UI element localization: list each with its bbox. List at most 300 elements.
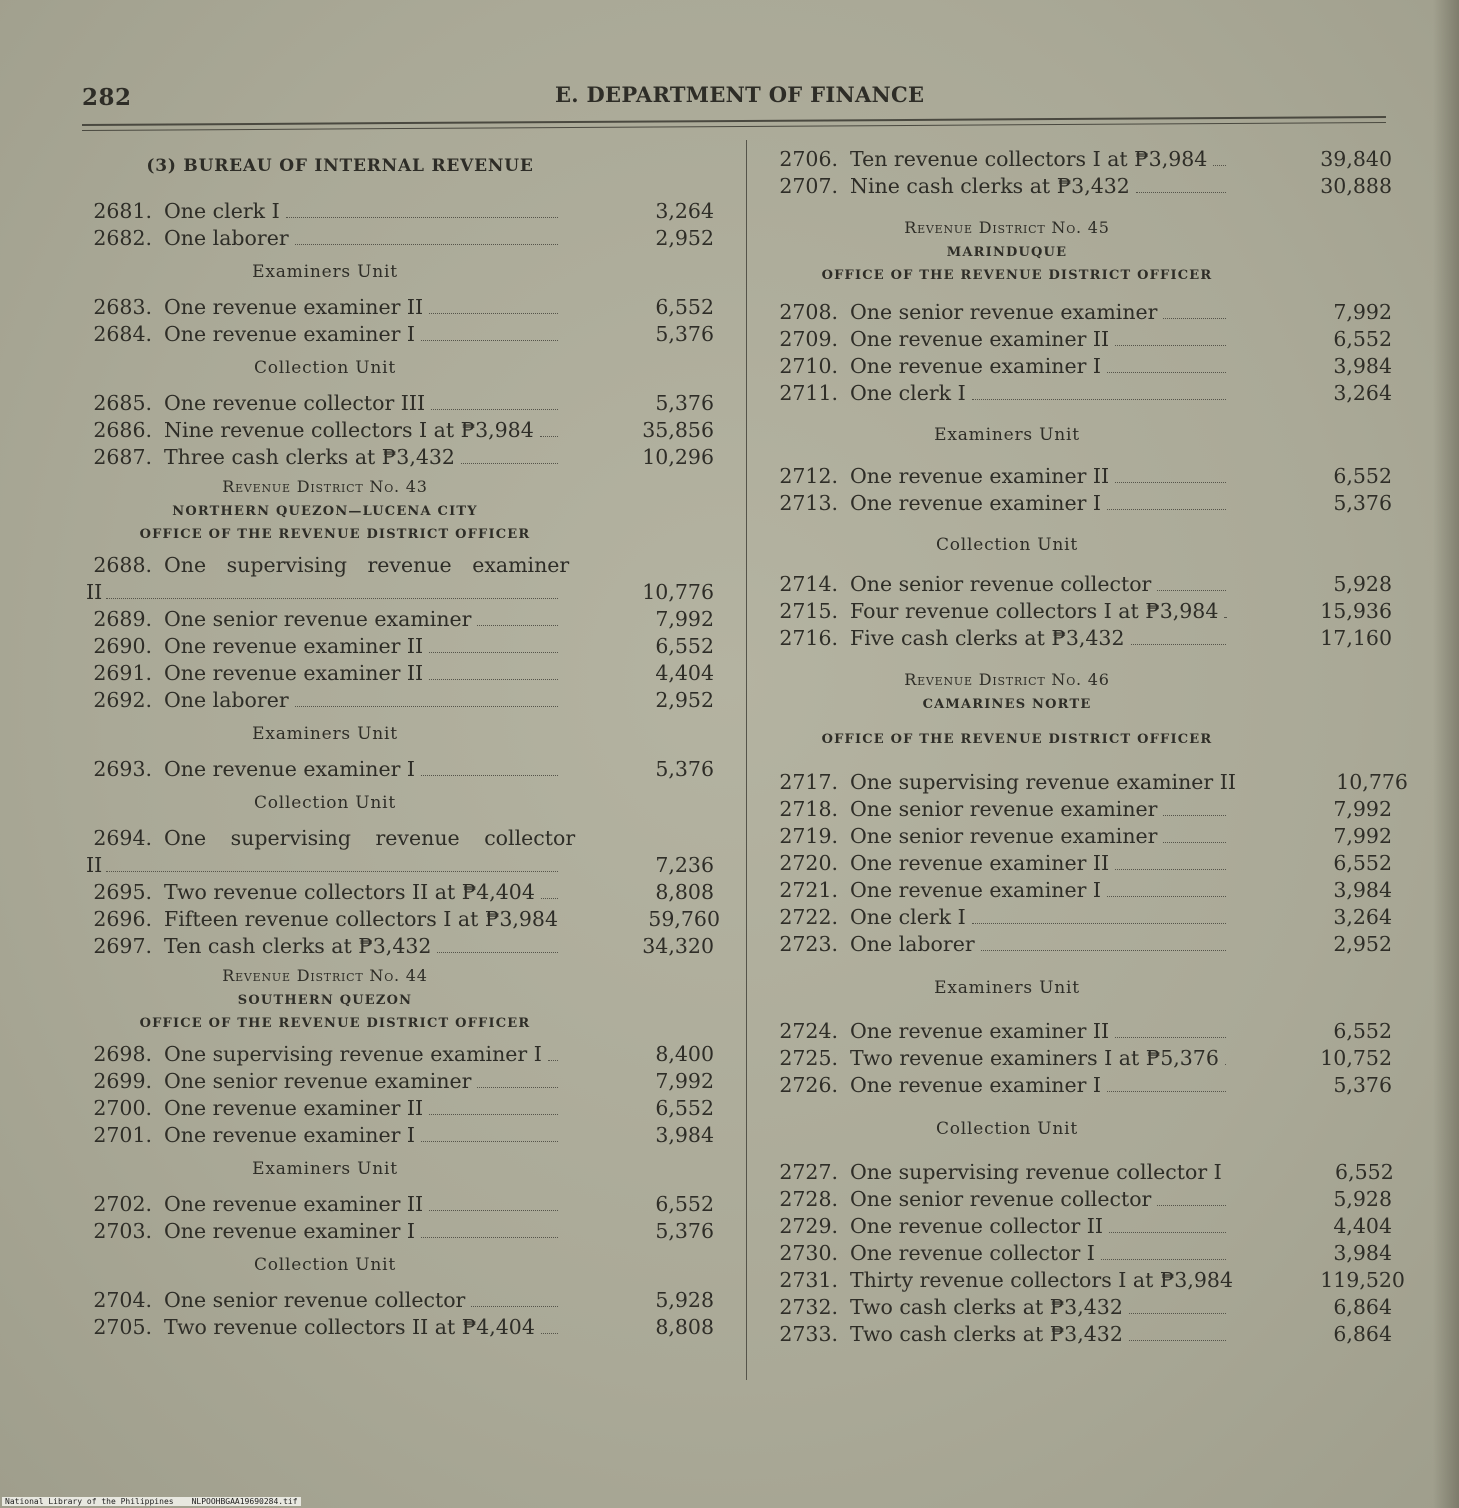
district-place: SOUTHERN QUEZON (237, 993, 413, 1008)
item-text: One revenue examiner I (850, 354, 1102, 378)
item-amount: 7,992 (1333, 797, 1392, 821)
item-number: 2688. (93, 553, 152, 577)
item-number: 2718. (779, 797, 838, 821)
line-item (772, 904, 1392, 931)
item-text: Nine cash clerks at ₱3,432 (850, 174, 1130, 198)
unit-heading: Examiners Unit (934, 978, 1080, 998)
item-number: 2702. (93, 1192, 152, 1216)
line-item (86, 1041, 714, 1068)
item-amount: 8,808 (655, 1315, 714, 1339)
leader-dots (421, 1236, 558, 1238)
item-group (86, 756, 714, 783)
leader-dots (1101, 1258, 1226, 1260)
line-item (772, 823, 1392, 850)
item-text-cont: II (86, 853, 103, 877)
line-item (772, 931, 1392, 958)
line-item (772, 1213, 1392, 1240)
leader-dots (106, 870, 558, 872)
item-number: 2684. (93, 322, 152, 346)
item-amount: 5,376 (1333, 1073, 1392, 1097)
item-amount: 7,992 (1333, 300, 1392, 324)
item-number: 2726. (779, 1073, 838, 1097)
leader-dots (1109, 1231, 1226, 1233)
item-amount: 5,928 (655, 1288, 714, 1312)
line-item (772, 769, 1408, 796)
leader-dots (1163, 841, 1226, 843)
item-number: 2711. (779, 381, 838, 405)
unit-heading: Collection Unit (253, 358, 397, 378)
item-number: 2707. (779, 174, 838, 198)
line-item (86, 444, 714, 471)
item-amount: 6,552 (1333, 464, 1392, 488)
line-item (772, 146, 1392, 173)
item-number: 2690. (93, 634, 152, 658)
unit-heading: Collection Unit (253, 793, 397, 813)
item-amount: 10,776 (1336, 770, 1408, 794)
leader-dots (431, 408, 558, 410)
item-number: 2712. (779, 464, 838, 488)
item-amount: 2,952 (655, 226, 714, 250)
item-number: 2687. (93, 445, 152, 469)
line-item (86, 417, 714, 444)
line-item (772, 326, 1392, 353)
item-text: One senior revenue collector (850, 572, 1152, 596)
item-amount: 6,552 (655, 295, 714, 319)
item-text: Two cash clerks at ₱3,432 (850, 1322, 1123, 1346)
item-amount: 7,236 (655, 853, 714, 877)
leader-dots (1157, 589, 1226, 591)
item-amount: 4,404 (655, 661, 714, 685)
item-number: 2686. (93, 418, 152, 442)
item-text: Fifteen revenue collectors I at ₱3,984 (164, 907, 559, 931)
item-amount: 3,264 (1333, 381, 1392, 405)
line-item (86, 933, 714, 960)
item-group (86, 294, 714, 348)
item-text: Four revenue collectors I at ₱3,984 (850, 599, 1219, 623)
line-item (86, 906, 721, 933)
leader-dots (1115, 344, 1226, 346)
item-number: 2703. (93, 1219, 152, 1243)
item-number: 2730. (779, 1241, 838, 1265)
district-office: OFFICE OF THE REVENUE DISTRICT OFFICER (821, 268, 1213, 283)
item-amount: 6,552 (1333, 327, 1392, 351)
item-number: 2694. (93, 826, 152, 850)
item-text: Five cash clerks at ₱3,432 (850, 626, 1125, 650)
item-number: 2728. (779, 1187, 838, 1211)
leader-dots (1129, 1312, 1226, 1314)
item-text: One laborer (850, 932, 975, 956)
item-amount: 10,296 (642, 445, 714, 469)
line-item (772, 1072, 1392, 1099)
item-text: One revenue collector II (850, 1214, 1103, 1238)
line-item (86, 606, 714, 633)
footer-file: NLPOOHBGAA19690284.tif (191, 1497, 298, 1506)
item-amount: 119,520 (1320, 1268, 1405, 1292)
item-amount: 30,888 (1320, 174, 1392, 198)
leader-dots (429, 1209, 558, 1211)
item-text: One revenue examiner II (850, 1019, 1110, 1043)
item-group (86, 1191, 714, 1245)
item-amount: 3,984 (1333, 354, 1392, 378)
item-text: One revenue examiner I (850, 491, 1102, 515)
item-text: One revenue examiner I (850, 878, 1102, 902)
line-item (772, 1045, 1392, 1072)
leader-dots (548, 1059, 558, 1061)
item-text: One revenue examiner II (850, 464, 1110, 488)
item-text: Two cash clerks at ₱3,432 (850, 1295, 1123, 1319)
line-item (772, 490, 1392, 517)
item-text: One revenue examiner I (164, 1219, 416, 1243)
item-text-cont: II (86, 580, 103, 604)
item-amount: 3,984 (655, 1123, 714, 1147)
district-place: CAMARINES NORTE (922, 697, 1092, 712)
item-number: 2706. (779, 147, 838, 171)
item-text: One revenue examiner I (164, 322, 416, 346)
item-number: 2695. (93, 880, 152, 904)
item-amount: 17,160 (1320, 626, 1392, 650)
item-group (772, 769, 1408, 958)
line-item (86, 1191, 714, 1218)
line-item (86, 879, 714, 906)
running-head: E. DEPARTMENT OF FINANCE (555, 82, 925, 107)
item-amount: 3,264 (1333, 905, 1392, 929)
item-amount: 3,984 (1333, 878, 1392, 902)
line-item (772, 173, 1392, 200)
item-number: 2723. (779, 932, 838, 956)
line-item (86, 321, 714, 348)
line-item (86, 390, 714, 417)
item-number: 2709. (779, 327, 838, 351)
line-item (86, 294, 714, 321)
leader-dots (541, 1332, 558, 1334)
item-amount: 7,992 (655, 1069, 714, 1093)
leader-dots (981, 949, 1226, 951)
item-text: Ten revenue collectors I at ₱3,984 (850, 147, 1208, 171)
item-amount: 6,552 (655, 1192, 714, 1216)
item-text: Three cash clerks at ₱3,432 (164, 445, 455, 469)
item-amount: 10,776 (642, 580, 714, 604)
item-text: One revenue examiner II (164, 661, 424, 685)
line-item (86, 552, 714, 606)
item-text: One revenue examiner II (164, 634, 424, 658)
leader-dots (421, 1140, 558, 1142)
item-text: One senior revenue examiner (850, 300, 1158, 324)
line-item (772, 796, 1392, 823)
item-text: One senior revenue examiner (850, 824, 1158, 848)
item-amount: 6,864 (1333, 1295, 1392, 1319)
line-item (772, 1240, 1392, 1267)
line-item (86, 1095, 714, 1122)
leader-dots (477, 1086, 558, 1088)
line-item (86, 1314, 714, 1341)
item-amount: 8,400 (655, 1042, 714, 1066)
item-text: Two revenue collectors II at ₱4,404 (164, 1315, 535, 1339)
right-column (772, 146, 1408, 1348)
item-text: One senior revenue collector (850, 1187, 1152, 1211)
leader-dots (1163, 317, 1226, 319)
line-item (772, 877, 1392, 904)
leader-dots (972, 398, 1226, 400)
line-item (86, 198, 714, 225)
leader-dots (429, 312, 558, 314)
unit-heading: Examiners Unit (934, 425, 1080, 445)
district-heading: Revenue District No. 46 (904, 670, 1110, 689)
item-text: Ten cash clerks at ₱3,432 (164, 934, 432, 958)
item-text: Nine revenue collectors I at ₱3,984 (164, 418, 534, 442)
leader-dots (429, 1113, 558, 1115)
item-amount: 5,376 (655, 391, 714, 415)
leader-dots (1107, 508, 1226, 510)
leader-dots (421, 774, 558, 776)
leader-dots (1213, 164, 1226, 166)
unit-heading: Collection Unit (935, 1119, 1079, 1139)
item-amount: 3,264 (655, 199, 714, 223)
item-text: One clerk I (850, 381, 966, 405)
unit-heading: Collection Unit (935, 535, 1079, 555)
line-item (772, 1321, 1392, 1348)
item-number: 2713. (779, 491, 838, 515)
item-group (86, 198, 714, 252)
item-number: 2721. (779, 878, 838, 902)
item-group (772, 1018, 1392, 1099)
item-number: 2716. (779, 626, 838, 650)
line-item (86, 225, 714, 252)
item-text: One revenue examiner II (850, 851, 1110, 875)
item-group (772, 146, 1392, 200)
leader-dots (106, 597, 558, 599)
line-item (772, 598, 1392, 625)
item-number: 2710. (779, 354, 838, 378)
item-text: One laborer (164, 688, 289, 712)
item-number: 2683. (93, 295, 152, 319)
leader-dots (1107, 371, 1226, 373)
item-number: 2689. (93, 607, 152, 631)
item-text: One clerk I (164, 199, 280, 223)
leader-dots (437, 951, 558, 953)
item-number: 2720. (779, 851, 838, 875)
item-amount: 10,752 (1320, 1046, 1392, 1070)
item-amount: 39,840 (1320, 147, 1392, 171)
item-amount: 3,984 (1333, 1241, 1392, 1265)
item-text: One laborer (164, 226, 289, 250)
line-item (772, 353, 1392, 380)
leader-dots (1136, 191, 1226, 193)
leader-dots (540, 435, 558, 437)
line-item (86, 660, 714, 687)
item-amount: 8,808 (655, 880, 714, 904)
item-amount: 4,404 (1333, 1214, 1392, 1238)
item-text: One revenue collector I (850, 1241, 1095, 1265)
item-text: Thirty revenue collectors I at ₱3,984 (850, 1268, 1233, 1292)
unit-heading: Collection Unit (253, 1255, 397, 1275)
line-item (86, 1068, 714, 1095)
item-amount: 5,376 (655, 757, 714, 781)
line-item (86, 1218, 714, 1245)
item-amount: 6,552 (1333, 851, 1392, 875)
item-text: One clerk I (850, 905, 966, 929)
item-text: One senior revenue examiner (164, 607, 472, 631)
item-text: Two revenue examiners I at ₱5,376 (850, 1046, 1219, 1070)
item-amount: 5,376 (655, 1219, 714, 1243)
scan-footer (2, 1497, 301, 1506)
column-divider (746, 140, 747, 1380)
item-number: 2732. (779, 1295, 838, 1319)
item-number: 2704. (93, 1288, 152, 1312)
item-number: 2729. (779, 1214, 838, 1238)
leader-dots (1225, 1063, 1226, 1065)
item-group (86, 606, 714, 714)
item-amount: 5,928 (1333, 572, 1392, 596)
item-number: 2700. (93, 1096, 152, 1120)
item-text: One revenue collector III (164, 391, 426, 415)
leader-dots (461, 462, 558, 464)
page-number: 282 (82, 84, 132, 111)
item-amount: 2,952 (1333, 932, 1392, 956)
leader-dots (1115, 1036, 1226, 1038)
district-place: NORTHERN QUEZON—LUCENA CITY (172, 504, 478, 519)
item-number: 2685. (93, 391, 152, 415)
item-group (772, 299, 1392, 407)
item-text: One supervising revenue collector (164, 826, 576, 850)
item-text: One revenue examiner I (164, 757, 416, 781)
item-number: 2731. (779, 1268, 838, 1292)
item-number: 2724. (779, 1019, 838, 1043)
item-number: 2692. (93, 688, 152, 712)
item-number: 2699. (93, 1069, 152, 1093)
leader-dots (1224, 616, 1226, 618)
item-text: One revenue examiner II (850, 327, 1110, 351)
leader-dots (471, 1305, 558, 1307)
line-item (86, 825, 714, 879)
line-item (86, 687, 714, 714)
district-office: OFFICE OF THE REVENUE DISTRICT OFFICER (821, 732, 1213, 747)
footer-library: National Library of the Philippines (5, 1497, 174, 1506)
item-number: 2733. (779, 1322, 838, 1346)
item-amount: 6,552 (655, 634, 714, 658)
line-item (86, 1122, 714, 1149)
item-number: 2681. (93, 199, 152, 223)
item-amount: 6,552 (1333, 1019, 1392, 1043)
line-item (772, 380, 1392, 407)
item-group (772, 1159, 1405, 1348)
item-amount: 35,856 (642, 418, 714, 442)
item-text: Two revenue collectors II at ₱4,404 (164, 880, 535, 904)
item-number: 2701. (93, 1123, 152, 1147)
line-item (772, 625, 1392, 652)
leader-dots (1107, 1090, 1226, 1092)
item-text: One revenue examiner II (164, 1096, 424, 1120)
page-edge-shadow (1433, 0, 1459, 1508)
leader-dots (1157, 1204, 1226, 1206)
district-place: MARINDUQUE (946, 245, 1068, 260)
item-text: One supervising revenue examiner I (164, 1042, 542, 1066)
leader-dots (477, 624, 558, 626)
item-number: 2725. (779, 1046, 838, 1070)
item-text: One revenue examiner I (164, 1123, 416, 1147)
item-text: One supervising revenue examiner II (850, 770, 1236, 794)
item-amount: 5,928 (1333, 1187, 1392, 1211)
leader-dots (1131, 643, 1226, 645)
item-amount: 6,864 (1333, 1322, 1392, 1346)
item-text: One revenue examiner II (164, 295, 424, 319)
item-amount: 5,376 (655, 322, 714, 346)
district-office: OFFICE OF THE REVENUE DISTRICT OFFICER (139, 527, 531, 542)
item-group (772, 463, 1392, 517)
leader-dots (972, 922, 1226, 924)
item-amount: 6,552 (655, 1096, 714, 1120)
item-number: 2715. (779, 599, 838, 623)
line-item (772, 1018, 1392, 1045)
item-group (772, 571, 1392, 652)
line-item (86, 1287, 714, 1314)
unit-heading: Examiners Unit (252, 1159, 398, 1179)
item-amount: 2,952 (655, 688, 714, 712)
item-number: 2705. (93, 1315, 152, 1339)
leader-dots (429, 678, 558, 680)
leader-dots (541, 897, 558, 899)
item-text: One senior revenue examiner (164, 1069, 472, 1093)
item-group (86, 1041, 714, 1149)
item-number: 2727. (779, 1160, 838, 1184)
leader-dots (429, 651, 558, 653)
unit-heading: Examiners Unit (252, 262, 398, 282)
item-number: 2691. (93, 661, 152, 685)
item-text: One revenue examiner I (850, 1073, 1102, 1097)
district-heading: Revenue District No. 44 (222, 966, 428, 985)
item-number: 2697. (93, 934, 152, 958)
line-item (772, 463, 1392, 490)
item-number: 2693. (93, 757, 152, 781)
line-item (772, 1159, 1392, 1186)
item-group (86, 390, 714, 471)
item-text: One supervising revenue examiner (164, 553, 570, 577)
item-amount: 7,992 (655, 607, 714, 631)
line-item (772, 1186, 1392, 1213)
leader-dots (421, 339, 558, 341)
line-item (772, 1294, 1392, 1321)
item-amount: 34,320 (642, 934, 714, 958)
item-number: 2714. (779, 572, 838, 596)
item-amount: 6,552 (1335, 1160, 1394, 1184)
item-number: 2682. (93, 226, 152, 250)
line-item (772, 1267, 1405, 1294)
header-rule (82, 116, 1386, 126)
item-amount: 15,936 (1320, 599, 1392, 623)
leader-dots (295, 243, 558, 245)
leader-dots (286, 216, 558, 218)
leader-dots (1163, 814, 1226, 816)
line-item (772, 299, 1392, 326)
item-text: One senior revenue examiner (850, 797, 1158, 821)
leader-dots (1107, 895, 1226, 897)
item-number: 2719. (779, 824, 838, 848)
item-number: 2708. (779, 300, 838, 324)
unit-heading: Examiners Unit (252, 724, 398, 744)
leader-dots (295, 705, 558, 707)
leader-dots (1115, 868, 1226, 870)
item-group (86, 1287, 714, 1341)
item-amount: 59,760 (648, 907, 721, 931)
leader-dots (1129, 1339, 1226, 1341)
item-amount: 7,992 (1333, 824, 1392, 848)
line-item (772, 850, 1392, 877)
item-text: One revenue examiner II (164, 1192, 424, 1216)
item-text: One senior revenue collector (164, 1288, 466, 1312)
line-item (86, 633, 714, 660)
district-office: OFFICE OF THE REVENUE DISTRICT OFFICER (139, 1016, 531, 1031)
line-item (772, 571, 1392, 598)
item-text: One supervising revenue collector I (850, 1160, 1222, 1184)
